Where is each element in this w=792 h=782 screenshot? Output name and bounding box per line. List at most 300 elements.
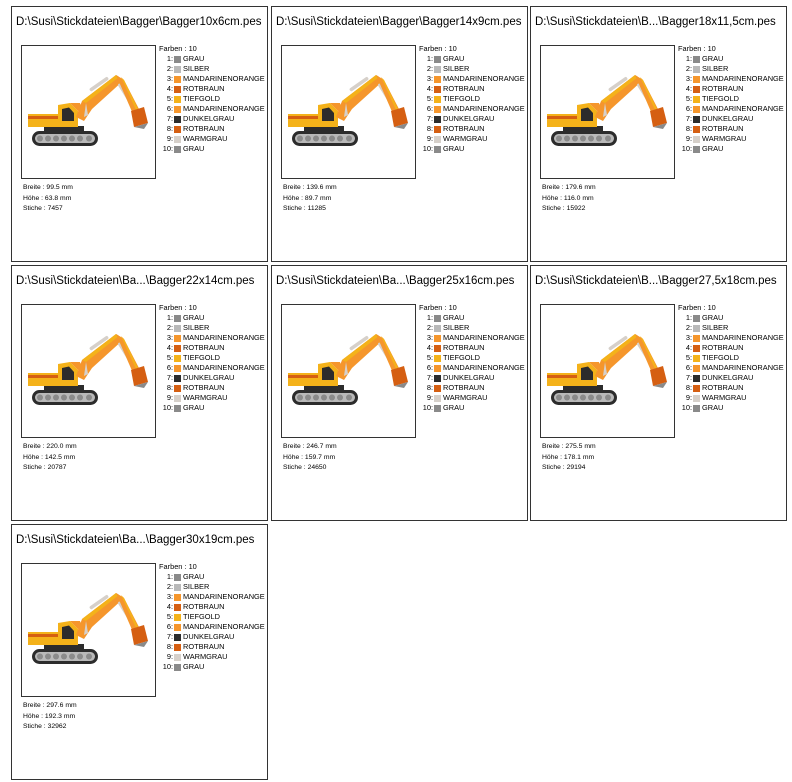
color-number: 4: <box>685 84 692 93</box>
color-row <box>419 353 525 363</box>
color-name: MANDARINENORANGE <box>443 104 525 113</box>
color-row <box>159 104 265 114</box>
color-name: DUNKELGRAU <box>183 373 235 382</box>
color-name: GRAU <box>183 54 205 63</box>
color-name: DUNKELGRAU <box>183 114 235 123</box>
color-swatch <box>174 315 181 322</box>
color-swatch <box>693 395 700 402</box>
color-name: MANDARINENORANGE <box>183 333 265 342</box>
color-row <box>419 383 525 393</box>
excavator-image <box>26 589 151 675</box>
color-swatch <box>434 315 441 322</box>
color-swatch <box>693 116 700 123</box>
color-name: ROTBRAUN <box>443 124 485 133</box>
color-name: ROTBRAUN <box>183 602 225 611</box>
color-row <box>678 313 784 323</box>
color-number: 3: <box>426 74 433 83</box>
color-swatch <box>174 574 181 581</box>
design-stats <box>542 442 596 474</box>
color-swatch <box>434 395 441 402</box>
design-height: Höhe : 142.5 mm <box>23 453 76 461</box>
color-number: 6: <box>166 622 173 631</box>
color-name: TIEFGOLD <box>183 94 220 103</box>
color-row <box>419 54 525 64</box>
color-row <box>419 333 525 343</box>
color-name: ROTBRAUN <box>443 383 485 392</box>
design-stitches: Stiche : 29194 <box>542 464 586 471</box>
color-name: ROTBRAUN <box>443 343 485 352</box>
color-row <box>678 124 784 134</box>
color-number: 10: <box>681 403 692 412</box>
color-swatch <box>693 126 700 133</box>
design-width: Breite : 246.7 mm <box>283 443 337 450</box>
color-swatch <box>693 146 700 153</box>
color-number: 9: <box>166 134 173 143</box>
color-row <box>159 124 265 134</box>
color-row <box>159 592 265 602</box>
color-swatch <box>174 335 181 342</box>
color-name: ROTBRAUN <box>183 124 225 133</box>
color-number: 1: <box>166 54 173 63</box>
color-swatch <box>174 345 181 352</box>
color-number: 8: <box>685 124 692 133</box>
color-swatch <box>434 66 441 73</box>
color-swatch <box>693 325 700 332</box>
color-swatch <box>693 106 700 113</box>
color-number: 6: <box>426 363 433 372</box>
color-row <box>159 363 265 373</box>
color-swatch <box>434 325 441 332</box>
color-swatch <box>434 126 441 133</box>
color-row <box>419 114 525 124</box>
color-swatch <box>693 136 700 143</box>
color-row <box>419 323 525 333</box>
color-number: 2: <box>166 582 173 591</box>
color-swatch <box>434 116 441 123</box>
design-height: Höhe : 63.8 mm <box>23 194 72 202</box>
design-stitches: Stiche : 11285 <box>283 205 326 212</box>
color-name: SILBER <box>443 64 470 73</box>
color-swatch <box>174 116 181 123</box>
color-swatch <box>434 86 441 93</box>
design-preview <box>281 45 416 179</box>
color-list <box>159 303 265 413</box>
color-name: GRAU <box>702 313 724 322</box>
excavator-image <box>26 71 151 157</box>
colors-count: Farben : 10 <box>419 44 457 53</box>
color-number: 2: <box>166 323 173 332</box>
color-row <box>678 373 784 383</box>
color-number: 8: <box>166 383 173 392</box>
color-number: 6: <box>685 104 692 113</box>
color-row <box>419 84 525 94</box>
design-card-3 <box>530 6 787 262</box>
color-name: GRAU <box>183 403 205 412</box>
color-swatch <box>174 56 181 63</box>
design-file-path: D:\Susi\Stickdateien\Ba...\Bagger22x14cm.pes <box>16 275 255 287</box>
excavator-image <box>286 71 411 157</box>
color-row <box>678 134 784 144</box>
color-number: 3: <box>426 333 433 342</box>
color-name: WARMGRAU <box>183 393 228 402</box>
color-swatch <box>693 385 700 392</box>
color-name: DUNKELGRAU <box>702 373 754 382</box>
design-width: Breite : 275.5 mm <box>542 443 596 450</box>
color-number: 6: <box>685 363 692 372</box>
color-row <box>159 383 265 393</box>
color-number: 9: <box>426 393 433 402</box>
color-number: 2: <box>166 64 173 73</box>
design-card-5 <box>271 265 528 521</box>
color-name: ROTBRAUN <box>702 343 744 352</box>
design-stitches: Stiche : 24650 <box>283 464 327 471</box>
color-row <box>678 333 784 343</box>
color-swatch <box>174 664 181 671</box>
color-row <box>678 353 784 363</box>
design-card-2 <box>271 6 528 262</box>
color-swatch <box>174 654 181 661</box>
color-name: ROTBRAUN <box>443 84 485 93</box>
color-name: GRAU <box>443 313 465 322</box>
color-row <box>159 572 265 582</box>
color-number: 2: <box>426 323 433 332</box>
color-name: MANDARINENORANGE <box>702 363 784 372</box>
design-file-path: D:\Susi\Stickdateien\Ba...\Bagger25x16cm.pes <box>276 275 515 287</box>
color-name: TIEFGOLD <box>443 94 480 103</box>
excavator-image <box>545 330 670 416</box>
color-row <box>678 114 784 124</box>
excavator-image <box>545 71 670 157</box>
color-number: 6: <box>426 104 433 113</box>
design-width: Breite : 99.5 mm <box>23 184 73 191</box>
color-swatch <box>434 146 441 153</box>
color-row <box>159 94 265 104</box>
color-swatch <box>434 136 441 143</box>
color-name: ROTBRAUN <box>183 343 225 352</box>
color-swatch <box>693 375 700 382</box>
color-swatch <box>434 385 441 392</box>
excavator-image <box>26 330 151 416</box>
color-row <box>159 134 265 144</box>
color-name: MANDARINENORANGE <box>183 622 265 631</box>
color-swatch <box>693 345 700 352</box>
color-number: 4: <box>685 343 692 352</box>
colors-count: Farben : 10 <box>419 303 457 312</box>
color-row <box>159 313 265 323</box>
design-width: Breite : 220.0 mm <box>23 443 77 450</box>
color-name: MANDARINENORANGE <box>183 592 265 601</box>
color-number: 4: <box>166 84 173 93</box>
color-swatch <box>174 405 181 412</box>
color-name: ROTBRAUN <box>702 383 744 392</box>
color-name: TIEFGOLD <box>443 353 480 362</box>
color-swatch <box>174 584 181 591</box>
color-number: 3: <box>166 592 173 601</box>
color-row <box>419 74 525 84</box>
design-preview <box>21 563 156 697</box>
design-file-path: D:\Susi\Stickdateien\Bagger\Bagger10x6cm.pes <box>16 16 262 28</box>
color-swatch <box>174 395 181 402</box>
color-swatch <box>434 355 441 362</box>
color-name: ROTBRAUN <box>183 84 225 93</box>
color-number: 5: <box>426 94 433 103</box>
color-name: ROTBRAUN <box>183 383 225 392</box>
color-swatch <box>434 76 441 83</box>
color-name: GRAU <box>443 403 465 412</box>
color-row <box>419 134 525 144</box>
color-row <box>159 642 265 652</box>
colors-count: Farben : 10 <box>159 44 197 53</box>
color-number: 2: <box>426 64 433 73</box>
color-swatch <box>693 355 700 362</box>
color-row <box>159 74 265 84</box>
color-name: WARMGRAU <box>183 652 228 661</box>
color-number: 6: <box>166 363 173 372</box>
color-row <box>678 393 784 403</box>
design-width: Breite : 297.6 mm <box>23 702 77 709</box>
color-name: GRAU <box>183 313 205 322</box>
color-row <box>678 383 784 393</box>
color-name: MANDARINENORANGE <box>183 363 265 372</box>
color-number: 4: <box>426 343 433 352</box>
design-height: Höhe : 89.7 mm <box>283 194 332 202</box>
color-number: 5: <box>166 353 173 362</box>
color-swatch <box>174 375 181 382</box>
color-row <box>159 602 265 612</box>
color-row <box>419 363 525 373</box>
color-name: DUNKELGRAU <box>443 373 495 382</box>
color-name: TIEFGOLD <box>702 353 739 362</box>
color-row <box>159 333 265 343</box>
design-preview <box>21 304 156 438</box>
color-swatch <box>693 66 700 73</box>
color-name: SILBER <box>702 323 729 332</box>
color-row <box>678 54 784 64</box>
color-swatch <box>434 405 441 412</box>
color-swatch <box>174 96 181 103</box>
color-number: 10: <box>162 403 173 412</box>
design-stitches: Stiche : 15922 <box>542 205 586 212</box>
color-swatch <box>693 96 700 103</box>
color-row <box>159 64 265 74</box>
color-number: 2: <box>685 64 692 73</box>
color-row <box>159 54 265 64</box>
color-name: MANDARINENORANGE <box>702 104 784 113</box>
color-list <box>678 303 784 413</box>
color-name: SILBER <box>183 582 210 591</box>
color-swatch <box>693 365 700 372</box>
design-width: Breite : 139.6 mm <box>283 184 337 191</box>
color-name: GRAU <box>183 662 205 671</box>
color-row <box>419 144 525 154</box>
color-row <box>678 144 784 154</box>
design-card-7 <box>11 524 268 780</box>
color-swatch <box>434 106 441 113</box>
color-list <box>159 562 265 672</box>
color-swatch <box>174 644 181 651</box>
color-number: 7: <box>426 373 433 382</box>
color-name: DUNKELGRAU <box>443 114 495 123</box>
color-row <box>159 582 265 592</box>
design-height: Höhe : 159.7 mm <box>283 453 336 461</box>
design-file-path: D:\Susi\Stickdateien\B...\Bagger18x11,5cm.pes <box>535 16 776 28</box>
color-swatch <box>434 56 441 63</box>
color-row <box>419 373 525 383</box>
design-stats <box>283 442 337 474</box>
colors-count: Farben : 10 <box>678 303 716 312</box>
design-stitches: Stiche : 7457 <box>23 205 63 212</box>
design-preview <box>281 304 416 438</box>
design-file-path: D:\Susi\Stickdateien\Ba...\Bagger30x19cm.pes <box>16 534 255 546</box>
color-number: 5: <box>426 353 433 362</box>
color-number: 8: <box>166 124 173 133</box>
design-height: Höhe : 116.0 mm <box>542 194 594 202</box>
color-swatch <box>434 375 441 382</box>
colors-count: Farben : 10 <box>159 562 197 571</box>
color-number: 3: <box>685 74 692 83</box>
color-row <box>159 612 265 622</box>
color-swatch <box>174 86 181 93</box>
color-name: GRAU <box>702 144 724 153</box>
color-number: 1: <box>166 572 173 581</box>
color-swatch <box>693 76 700 83</box>
color-name: WARMGRAU <box>443 393 488 402</box>
color-row <box>159 662 265 672</box>
color-name: GRAU <box>183 144 205 153</box>
design-preview <box>540 304 675 438</box>
color-name: MANDARINENORANGE <box>183 74 265 83</box>
color-name: GRAU <box>183 572 205 581</box>
color-row <box>419 94 525 104</box>
color-row <box>159 343 265 353</box>
color-name: MANDARINENORANGE <box>443 74 525 83</box>
color-number: 7: <box>426 114 433 123</box>
color-name: ROTBRAUN <box>183 642 225 651</box>
color-swatch <box>693 315 700 322</box>
color-number: 7: <box>166 373 173 382</box>
color-number: 9: <box>685 393 692 402</box>
color-row <box>678 403 784 413</box>
color-row <box>419 124 525 134</box>
color-name: MANDARINENORANGE <box>183 104 265 113</box>
color-row <box>159 144 265 154</box>
design-stats <box>23 183 73 215</box>
color-row <box>419 393 525 403</box>
color-row <box>159 652 265 662</box>
design-height: Höhe : 192.3 mm <box>23 712 76 720</box>
color-name: MANDARINENORANGE <box>443 333 525 342</box>
design-stats <box>23 442 77 474</box>
color-number: 3: <box>166 74 173 83</box>
color-number: 7: <box>166 114 173 123</box>
color-swatch <box>174 365 181 372</box>
color-swatch <box>174 66 181 73</box>
color-swatch <box>174 146 181 153</box>
color-name: DUNKELGRAU <box>702 114 754 123</box>
color-list <box>419 303 525 413</box>
design-card-6 <box>530 265 787 521</box>
color-swatch <box>693 86 700 93</box>
color-swatch <box>434 96 441 103</box>
color-number: 8: <box>426 124 433 133</box>
color-row <box>159 323 265 333</box>
design-file-path: D:\Susi\Stickdateien\B...\Bagger27,5x18cm.pes <box>535 275 777 287</box>
color-number: 1: <box>166 313 173 322</box>
color-row <box>159 393 265 403</box>
color-number: 10: <box>422 403 433 412</box>
design-stats <box>283 183 337 215</box>
color-name: SILBER <box>183 323 210 332</box>
color-number: 5: <box>685 353 692 362</box>
design-stitches: Stiche : 32962 <box>23 723 67 730</box>
color-number: 9: <box>166 393 173 402</box>
color-row <box>678 64 784 74</box>
design-preview <box>21 45 156 179</box>
color-name: WARMGRAU <box>443 134 488 143</box>
color-row <box>159 403 265 413</box>
color-name: ROTBRAUN <box>702 124 744 133</box>
color-row <box>159 353 265 363</box>
color-swatch <box>174 594 181 601</box>
colors-count: Farben : 10 <box>678 44 716 53</box>
color-name: MANDARINENORANGE <box>702 74 784 83</box>
colors-count: Farben : 10 <box>159 303 197 312</box>
color-row <box>159 373 265 383</box>
design-stats <box>23 701 77 733</box>
color-name: TIEFGOLD <box>183 353 220 362</box>
color-number: 1: <box>685 313 692 322</box>
color-swatch <box>174 604 181 611</box>
color-name: DUNKELGRAU <box>183 632 235 641</box>
color-swatch <box>174 634 181 641</box>
color-swatch <box>174 355 181 362</box>
color-list <box>419 44 525 154</box>
color-swatch <box>693 405 700 412</box>
design-stitches: Stiche : 20787 <box>23 464 67 471</box>
color-number: 8: <box>426 383 433 392</box>
color-name: GRAU <box>702 403 724 412</box>
color-number: 1: <box>426 313 433 322</box>
color-name: MANDARINENORANGE <box>443 363 525 372</box>
color-row <box>159 114 265 124</box>
color-number: 9: <box>166 652 173 661</box>
color-row <box>678 343 784 353</box>
color-row <box>678 323 784 333</box>
color-number: 8: <box>685 383 692 392</box>
color-row <box>419 403 525 413</box>
design-width: Breite : 179.6 mm <box>542 184 596 191</box>
color-name: TIEFGOLD <box>183 612 220 621</box>
color-swatch <box>174 325 181 332</box>
color-name: SILBER <box>183 64 210 73</box>
color-swatch <box>434 335 441 342</box>
color-row <box>159 632 265 642</box>
color-row <box>678 74 784 84</box>
color-number: 10: <box>162 662 173 671</box>
color-row <box>159 622 265 632</box>
color-number: 5: <box>166 612 173 621</box>
color-number: 5: <box>685 94 692 103</box>
color-name: WARMGRAU <box>702 393 747 402</box>
color-number: 10: <box>681 144 692 153</box>
color-number: 10: <box>162 144 173 153</box>
color-name: SILBER <box>702 64 729 73</box>
color-number: 6: <box>166 104 173 113</box>
design-height: Höhe : 178.1 mm <box>542 453 595 461</box>
color-row <box>159 84 265 94</box>
color-name: GRAU <box>702 54 724 63</box>
color-list <box>678 44 784 154</box>
